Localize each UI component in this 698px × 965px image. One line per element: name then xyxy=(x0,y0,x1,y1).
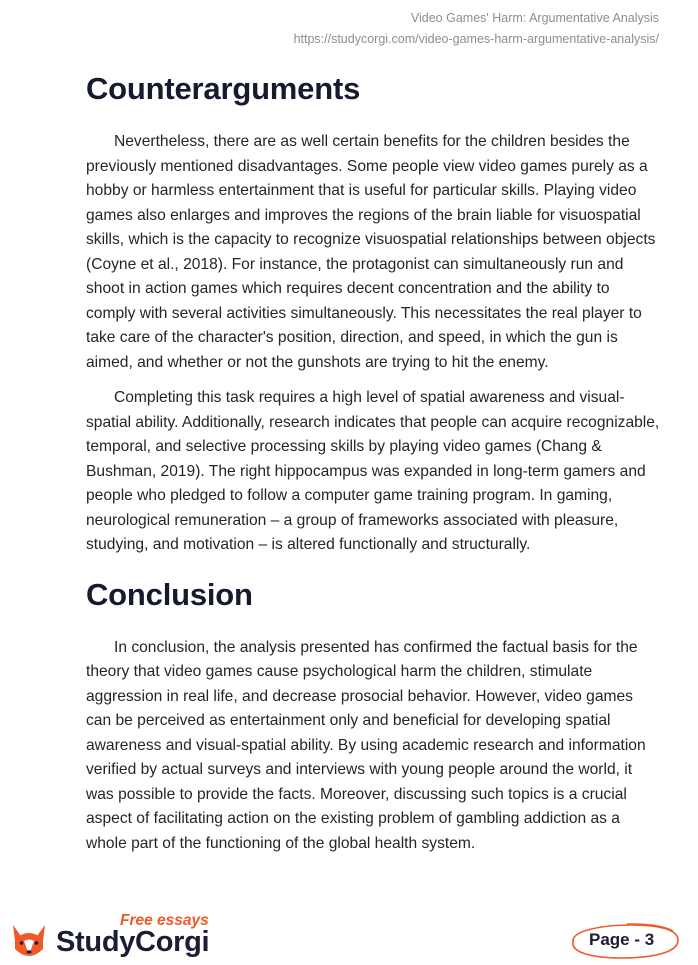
paragraph: Nevertheless, there are as well certain benefits for the children besides the previously mentioned disadvantages. Some people view video games purely as a hobby or harmless entertainment that is useful for particular skills. Playing video games also enlarges and improves the regions of the brain liable for visuospatial skills, which is the capacity to recognize visuospatial relationships between objects (Coyne et al., 2018). For instance, the protagonist can simultaneously run and shoot in action games which requires decent concentration and the ability to comply with several activities simultaneously. This necessitates the real player to take care of the character's position, direction, and speed, in which the gun is aimed, and whether or not the gunshots are trying to hit the enemy. xyxy=(86,133,656,371)
paragraph: Completing this task requires a high level of spatial awareness and visual-spatial ability. Additionally, research indicates that people can acquire recognizable, temporal, and selective processing skills by playing video games (Chang & Bushman, 2019). The right hippocampus was expanded in long-term gamers and people who pledged to follow a computer game training program. In gaming, neurological remuneration – a group of frameworks associated with pleasure, studying, and motivation – is altered functionally and structurally. xyxy=(86,389,660,553)
brand-name: StudyCorgi xyxy=(56,926,210,958)
document-body xyxy=(86,68,661,856)
section-heading-counterarguments: Counterarguments xyxy=(86,71,361,106)
document-title: Video Games' Harm: Argumentative Analysis xyxy=(410,11,659,25)
tagline: Free essays xyxy=(120,912,209,929)
document-url[interactable]: https://studycorgi.com/video-games-harm-argumentative-analysis/ xyxy=(293,32,659,46)
page-header xyxy=(294,10,659,48)
corgi-icon xyxy=(7,919,51,963)
page-number-badge xyxy=(565,921,682,961)
paragraph: In conclusion, the analysis presented has confirmed the factual basis for the theory that video games cause psychological harm the children, stimulate aggression in real life, and decrease prosocial behavior. However, video games can be perceived as entertainment only and beneficial for developing spatial awareness and visual-spatial ability. By using academic research and information verified by actual surveys and interviews with young people around the world, it was possible to provide the facts. Moreover, discussing such topics is a crucial aspect of facilitating action on the existing problem of gambling addiction as a whole part of the functioning of the global health system. xyxy=(86,638,646,852)
page-label: Page - 3 xyxy=(589,930,655,949)
section-heading-conclusion: Conclusion xyxy=(86,576,253,612)
studycorgi-logo[interactable] xyxy=(7,909,247,965)
